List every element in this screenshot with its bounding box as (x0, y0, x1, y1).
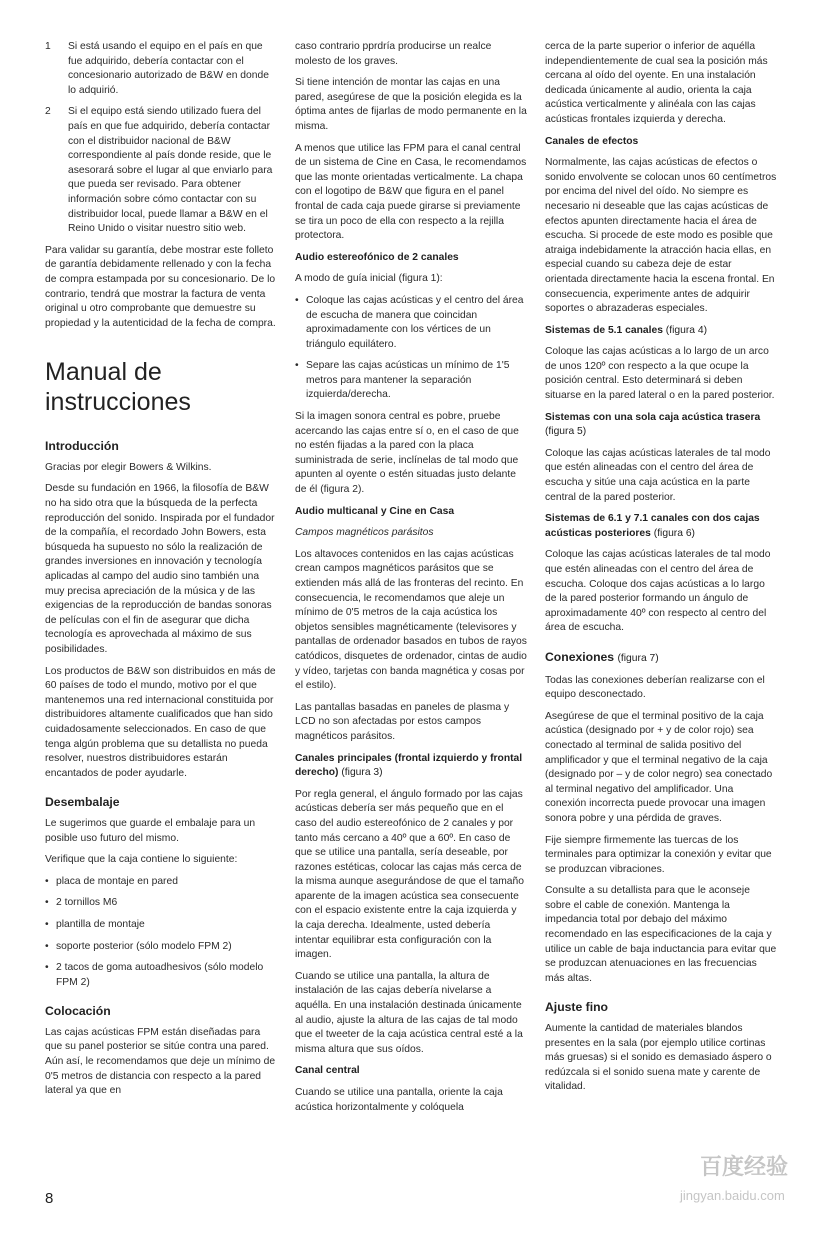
paragraph: Todas las conexiones deberían realizarse con el equipo desconectado. (545, 674, 765, 701)
paragraph: Coloque las cajas acústicas laterales de tal modo que estén alineadas con el centro del área de escucha y sitúe una caja acústica en la parte central de la pared posterior. (545, 447, 771, 503)
paragraph: Gracias por elegir Bowers & Wilkins. (45, 461, 212, 473)
figure-reference: (figura 4) (665, 324, 707, 336)
paragraph: Por regla general, el ángulo formado por las cajas acústicas debería ser más pequeño que en el caso del audio estereofónico de 2 canales y por tanto más cercano a 40º que a 60º. En caso de que se utilice una pantalla, sería deseable, por razones estéticas, colocar las cajas más cerca de la misma aunque asegurándose de que el tamaño aparente de la imagen acústica sea consecuente con el espacio existente entre la caja izquierda y la caja derecha. Idealmente, usted debería intentar equilibrar esta configuración con la imagen. (295, 788, 524, 961)
paragraph: Cuando se utilice una pantalla, oriente la caja acústica horizontalmente y colóquela (295, 1087, 503, 1113)
column-1 (45, 40, 277, 1106)
subheading-text: Canales principales (frontal izquierdo y frontal derecho) (295, 752, 523, 779)
item-number: 1 (45, 41, 51, 52)
list-item (295, 359, 527, 403)
paragraph: Los productos de B&W son distribuidos en más de 60 países de todo el mundo, motivo por el que mantenemos una red internacional constituida por distribuidores altamente cualificados que han sido cuidadosamente seleccionados. En caso de que tenga algún problema que su detallista no pueda resolver, nuestros distribuidores estarán encantados de poder ayudarle. (45, 665, 276, 779)
list-item-text: plantilla de montaje (56, 918, 145, 930)
section-heading-conexiones (545, 650, 777, 667)
subheading-effects: Canales de efectos (545, 135, 639, 147)
paragraph: A menos que utilice las FPM para el canal central de un sistema de Cine en Casa, le recomendamos que las monte orientadas verticalmente. La chapa con el logotipo de B&W que figura en el panel frontal de cada caja puede girarse si previamente se tira un poco de ella con respecto a la rejilla protectora. (295, 142, 527, 242)
page-title: Manual de instrucciones (45, 358, 191, 417)
paragraph: Coloque las cajas acústicas laterales de tal modo que estén alineadas con el centro del área de escucha. Coloque dos cajas acústicas a lo largo de la pared posterior formando un ángulo de aproximadamente 40º con respecto al centro del área de escucha. (545, 549, 771, 634)
subheading-6-1-7-1 (545, 512, 777, 541)
paragraph: Asegúrese de que el terminal positivo de la caja acústica (designado por + y de color rojo) sea conectado al terminal de salida positivo del amplificador y que el terminal negativo de la caja (designado por – y de color negro) sea conectado al terminal negativo del amplificador. Una conexión incorrecta puede provocar una imagen sonora pobre y una pérdida de graves. (545, 710, 773, 824)
warranty-paragraph: Para validar su garantía, debe mostrar este folleto de garantía debidamente rellenado y con la fecha de compra estampada por su concesionario. De lo contrario, tendrá que mostrar la factura de venta original u otro comprobante que demuestre su propiedad y la autenticidad de la fecha de compra. (45, 244, 276, 329)
item-text: Si el equipo está siendo utilizado fuera del país en que fue adquirido, debería contactar con el distribuidor nacional de B&W correspondiente al país donde reside, que le asesorará sobre el lugar al que enviarlo para que pueda ser revisado. Para obtener información sobre cómo contactar con su distribuidor local, puede llamar a B&W en el Reino Unido o visitar nuestro sitio web. (68, 106, 273, 235)
paragraph: A modo de guía inicial (figura 1): (295, 273, 443, 285)
subheading-text: Sistemas de 6.1 y 7.1 canales con dos cajas acústicas posteriores (545, 513, 760, 539)
figure-reference: (figura 3) (341, 767, 383, 779)
paragraph: Aumente la cantidad de materiales blandos presentes en la sala (por ejemplo utilice cortinas más gruesas) si el sonido es demasiado áspero o redúzcala si el sonido suena mate y carente de vitalidad. (545, 1023, 772, 1093)
item-number: 2 (45, 106, 51, 118)
list-item (45, 875, 277, 890)
figure-reference: (figura 5) (545, 426, 587, 438)
section-heading-colocacion: Colocación (45, 1004, 111, 1019)
list-item (45, 896, 277, 911)
watermark (640, 1150, 790, 1210)
paragraph: caso contrario pprdría producirse un realce molesto de los graves. (295, 41, 492, 67)
section-heading-ajuste-fino: Ajuste fino (545, 1000, 608, 1015)
watermark-logo-text: 百度经验 (700, 1154, 789, 1179)
list-item (45, 918, 277, 933)
stereo-list (295, 294, 527, 403)
contents-list (45, 875, 277, 991)
figure-reference: (figura 6) (653, 527, 695, 539)
list-item (295, 294, 527, 352)
bullet: • (295, 294, 299, 306)
section-heading-desembalaje: Desembalaje (45, 795, 120, 810)
item-text: Si está usando el equipo en el país en que fue adquirido, debería contactar con el concesionario autorizado de B&W en donde lo adquirió. (68, 41, 269, 96)
paragraph: Las cajas acústicas FPM están diseñadas para que su panel posterior se sitúe contra una pared. Aún así, le recomendamos que deje un mínimo de 0'5 metros de distancia con respecto a la pared lateral ya que en (45, 1026, 276, 1097)
list-item (45, 961, 277, 990)
italic-subheading: Campos magnéticos parásitos (295, 527, 434, 539)
list-item-text: placa de montaje en pared (56, 875, 178, 887)
list-item (45, 940, 277, 955)
paragraph: Le sugerimos que guarde el embalaje para un posible uso futuro del mismo. (45, 817, 256, 844)
paragraph: Fije siempre firmemente las tuercas de los terminales para optimizar la conexión y evitar que se produzcan vibraciones. (545, 834, 772, 875)
paragraph: Desde su fundación en 1966, la filosofía de B&W no ha sido otra que la búsqueda de la perfecta reproducción del sonido. Inspirada por el fundador de la compañía, el recordado John Bowers, esta búsqueda ha supuesto no sólo la realización de grandes inversiones en innovación y tecnología aplicadas al campo del audio sino también una muy precisa apreciación de la música y de las exigencias de la reproducción de bandas sonoras de películas con el fin de asegurar que dicha tecnología es aprovechada al máximo de sus posibilidades. (45, 483, 275, 655)
subheading-multichannel: Audio multicanal y Cine en Casa (295, 505, 455, 517)
subheading-center-channel: Canal central (295, 1065, 360, 1077)
paragraph: Las pantallas basadas en paneles de plasma y LCD no son afectadas por estos campos magnéticos parásitos. (295, 701, 510, 742)
subheading-main-channels (295, 752, 527, 781)
bullet: • (45, 897, 49, 909)
numbered-item (45, 105, 277, 236)
list-item-text: Coloque las cajas acústicas y el centro del área de escucha de manera que coincidan aproximadamente con los vértices de un triángulo equilátero. (306, 294, 524, 350)
paragraph: Normalmente, las cajas acústicas de efectos o sonido envolvente se colocan unos 60 centímetros por encima del nivel del oído. No siempre es necesario ni deseable que las cajas acústicas de efectos apunten directamente hacia el área de escucha. Si procede de este modo es posible que atraiga indebidamente la atracción hacia ellas, en especial cuando su cabeza deje de estar orientada directamente hacia la escena frontal. En consecuencia, experimente antes de adquirir soportes o abrazaderas especiales. (545, 157, 777, 315)
paragraph: cerca de la parte superior o inferior de aquélla independientemente de cual sea la posición más cercana al oído del oyente. En una instalación dedicada únicamente al audio, orienta la caja acústica verticalmente y alinéala con las cajas acústicas frontales izquierda y derecha. (545, 41, 768, 125)
subheading-text: Sistemas de 5.1 canales (545, 324, 663, 336)
subheading-text: Sistemas con una sola caja acústica trasera (545, 411, 761, 423)
paragraph: Los altavoces contenidos en las cajas acústicas crean campos magnéticos parásitos que se extienden más allá de las fronteras del recinto. En consecuencia, le recomendamos que aleje un mínimo de 0'5 metros de la caja acústica los objetos sensibles magnéticamente (televisores y pantallas de ordenador basados en tubos de rayos catódicos, disquetes de ordenador, cintas de audio y vídeo, tarjetas con banda magnética y cosas por el estilo). (295, 548, 527, 692)
paragraph: Cuando se utilice una pantalla, la altura de instalación de las cajas debería nivelarse a aquélla. En una instalación destinada únicamente al audio, ajuste la altura de las cajas de tal modo que el tweeter de la caja acústica central esté a la misma altura que sus oídos. (295, 970, 523, 1055)
list-item-text: 2 tornillos M6 (56, 897, 118, 909)
subheading-single-rear (545, 411, 777, 440)
subheading-5-1 (545, 324, 777, 339)
section-heading-introduccion: Introducción (45, 439, 119, 454)
paragraph: Si tiene intención de montar las cajas en una pared, asegúrese de que la posición elegida es la óptima antes de fijarlas de modo permanente en la misma. (295, 77, 527, 132)
column-2 (295, 40, 527, 1122)
list-item-text: soporte posterior (sólo modelo FPM 2) (56, 940, 232, 952)
paragraph: Verifique que la caja contiene lo siguiente: (45, 854, 238, 866)
column-3 (545, 40, 777, 1102)
paragraph: Si la imagen sonora central es pobre, pruebe acercando las cajas entre sí o, en el caso de que no estén fijadas a la pared con la placa suministrada de serie, inclínelas de tal modo que apunten al oyente o estén situadas justo delante de él (figura 2). (295, 411, 519, 496)
figure-reference: (figura 7) (617, 652, 659, 664)
bullet: • (45, 962, 49, 974)
paragraph: Coloque las cajas acústicas a lo largo de un arco de unos 120º con respecto a la que ocupe la posición central. Esto determinará si deben situarse en la pared lateral o en la pared posterior. (545, 346, 775, 402)
bullet: • (295, 360, 299, 372)
bullet: • (45, 875, 49, 887)
list-item-text: Separe las cajas acústicas un mínimo de 1'5 metros para mantener la separación izquierda/derecha. (306, 360, 510, 401)
subheading-stereo: Audio estereofónico de 2 canales (295, 251, 459, 263)
watermark-url: jingyan.baidu.com (680, 1188, 785, 1203)
page-number: 8 (45, 1190, 54, 1207)
list-item-text: 2 tacos de goma autoadhesivos (sólo modelo FPM 2) (56, 962, 264, 988)
bullet: • (45, 918, 49, 930)
heading-text: Conexiones (545, 649, 615, 664)
bullet: • (45, 940, 49, 952)
paragraph: Consulte a su detallista para que le aconseje sobre el cable de conexión. Mantenga la impedancia total por debajo del máximo recomendado en las especificaciones de la caja y utilice un cable de baja inductancia para evitar que se produzcan atenuaciones en las frecuencias más altas. (545, 885, 777, 984)
numbered-item (45, 40, 277, 98)
